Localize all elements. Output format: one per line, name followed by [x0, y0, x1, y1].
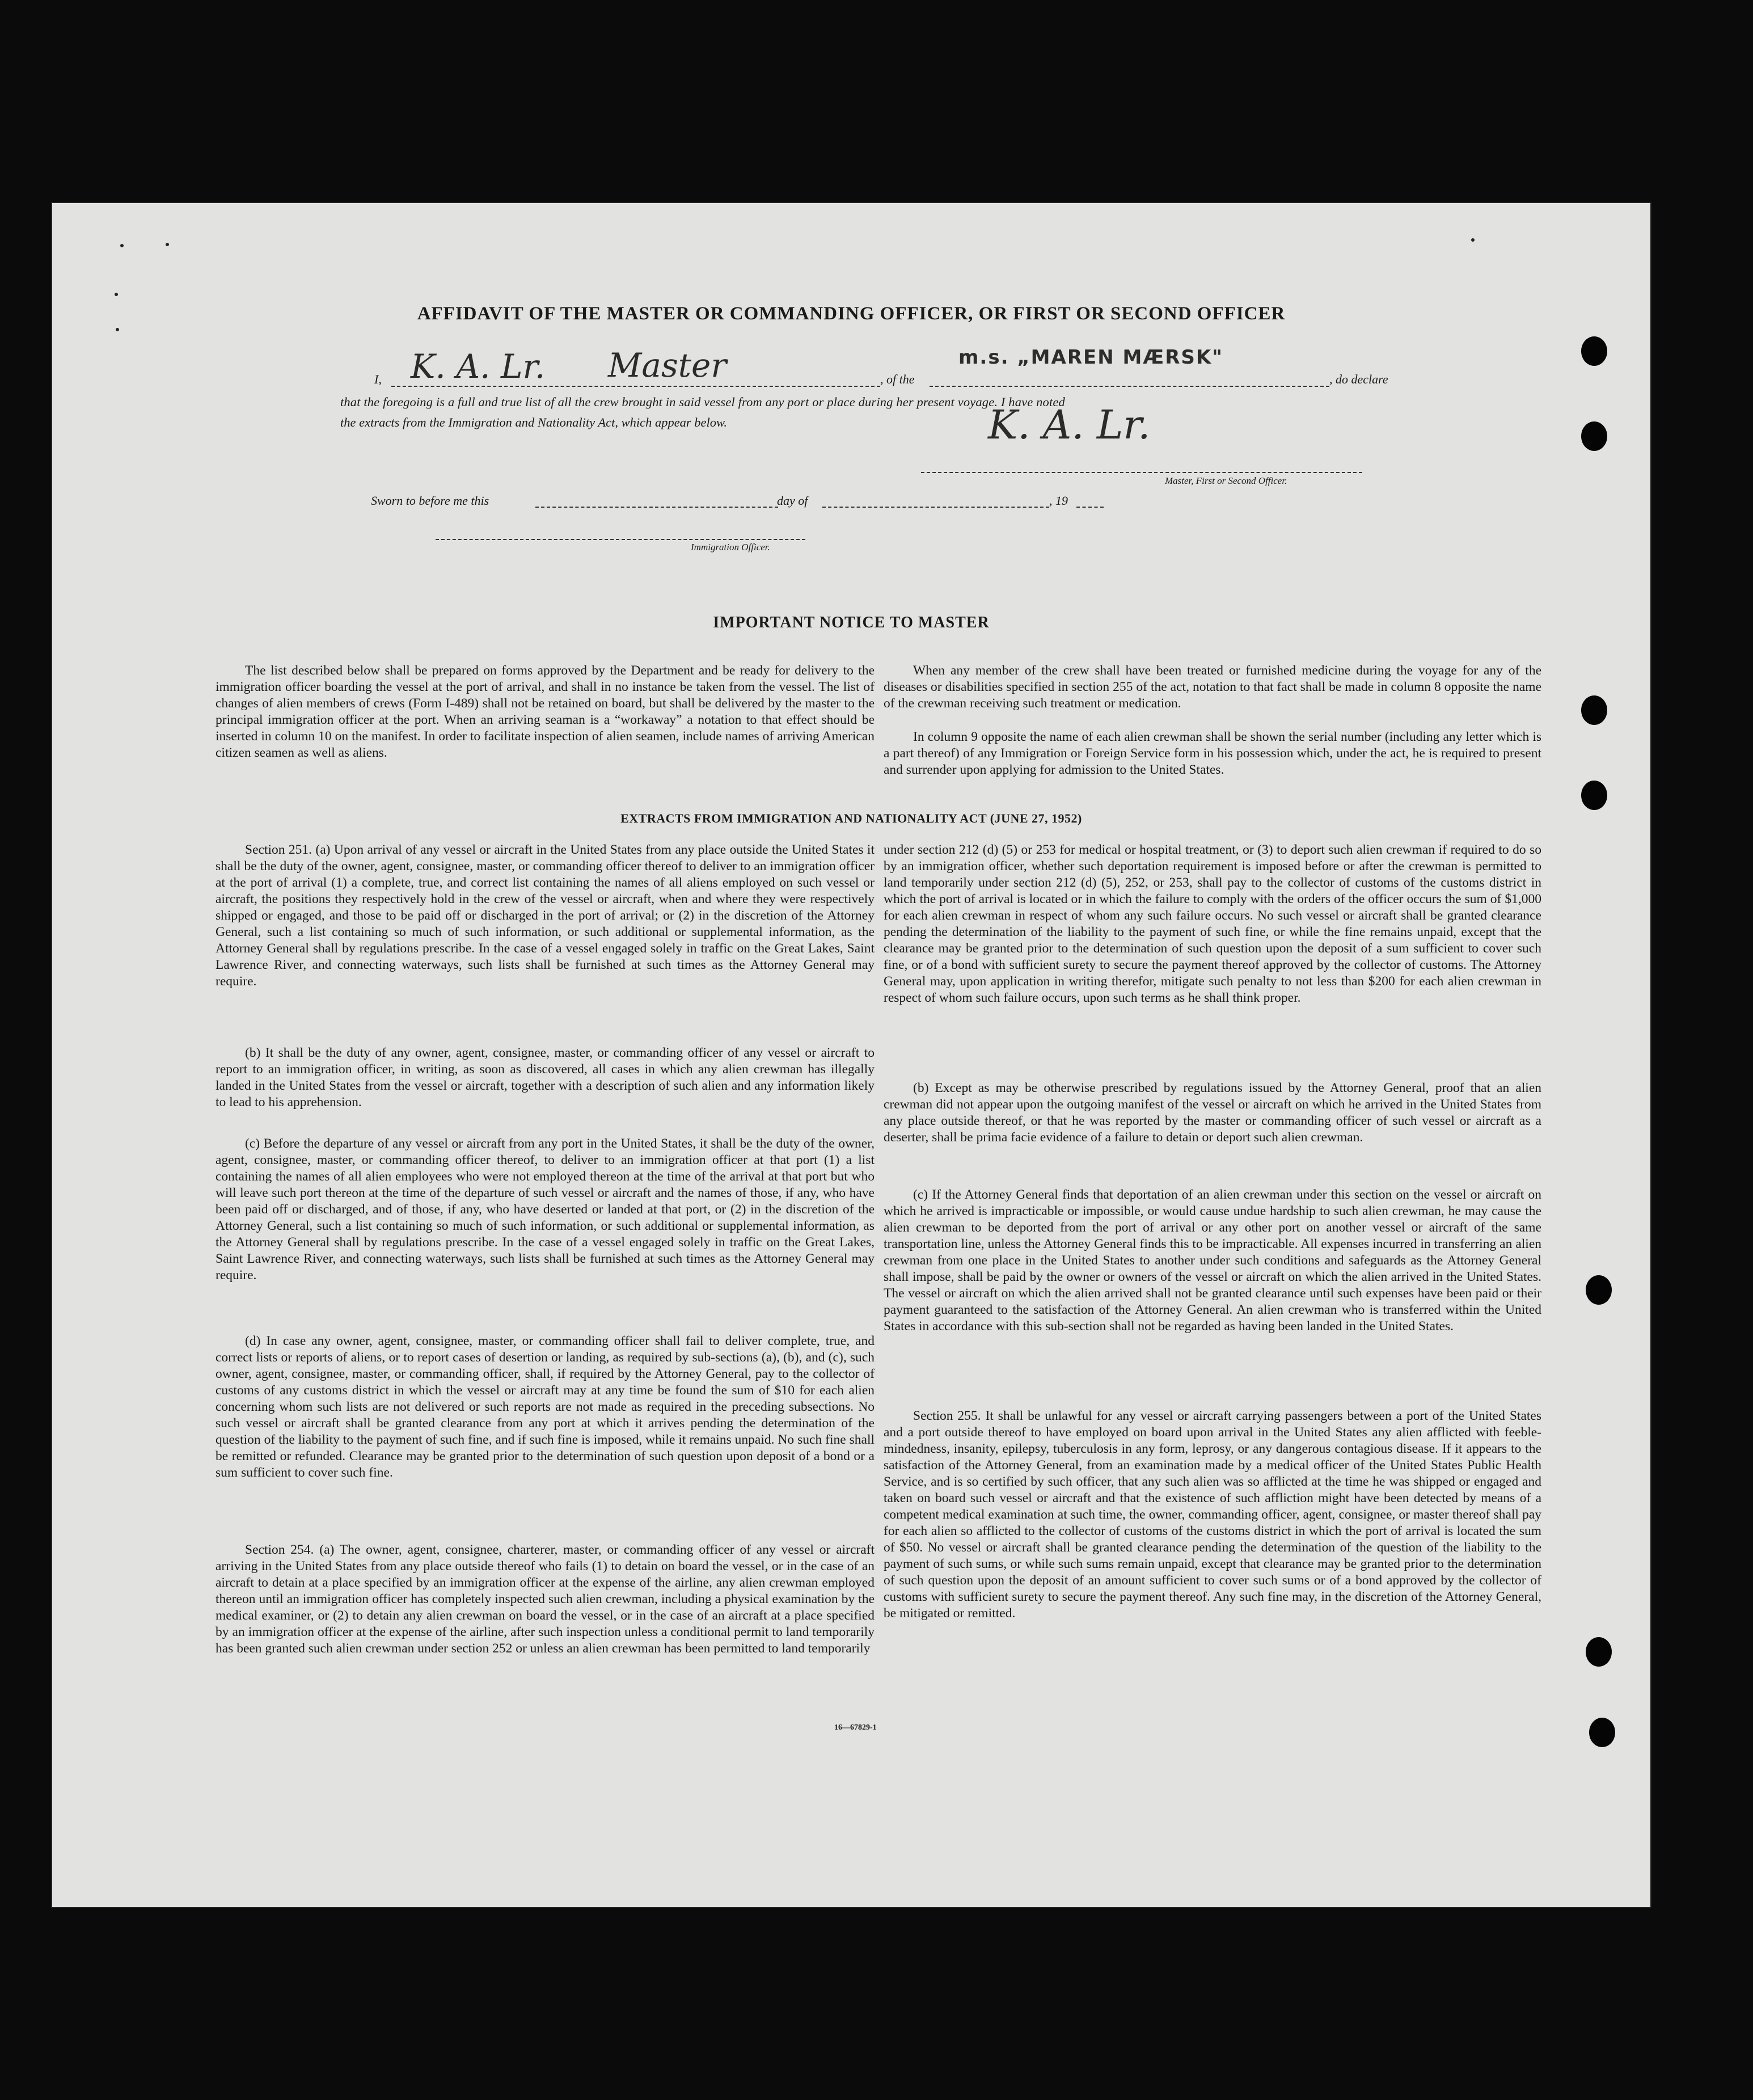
extracts-left-section-254a: Section 254. (a) The owner, agent, consignee, charterer, master, or commanding officer of any vessel or aircraft arriving in the United States from any place outside thereof who fails (1) to detain on board the vessel, or in the case of an aircraft to detain at a place specified by an immigration officer at the expense of the airline, any alien crewman employed thereon until an immigration officer has completely inspected such alien crewman, including a physical examination by the medical examiner, or (2) to detain any alien crewman on board the vessel, or in the case of an aircraft at a place specified by an immigration officer at the expense of the airline, after such inspection unless a conditional permit to land temporarily has been granted such alien crewman under section 252 or unless an alien crewman has been permitted to land temporarily: [216, 1542, 875, 1656]
form-code: 16—67829-1: [834, 1723, 877, 1732]
year-label: , 19: [1049, 494, 1068, 508]
scan-speck: [116, 328, 119, 331]
sworn-day-line: [535, 507, 778, 508]
of-the-label: , of the: [880, 372, 915, 386]
officer-line: [436, 539, 805, 540]
scan-speck: [166, 243, 169, 246]
sworn-month-line: [822, 507, 1049, 508]
extracts-right-section-254a-cont: under section 212 (d) (5) or 253 for medical or hospital treatment, or (3) to deport such alien crewman if required to do so by an immigration officer, whether such deportation requirement is imposed before or after the crewman is permitted to land temporarily under section 212 (d) (5), 252, or 253, shall pay to the collector of customs of the customs district in which the port of arrival is located or in which the failure to comply with the orders of the officer occurs the sum of $1,000 for each alien crewman in respect of whom any such failure occurs. No such vessel or aircraft shall be granted clearance pending the determination of the liability to the payment of such fine, or while the fine remains unpaid, except that the clearance may be granted prior to the determination of such question upon the deposit of a sum sufficient to cover such fine, or of a bond with sufficient surety to secure the payment thereof approved by the collector of customs. The Attorney General may, upon application in writing therefor, mitigate such penalty to not less than $200 for each alien crewman in respect of whom such failure occurs, upon such terms as he shall think proper.: [884, 842, 1541, 1005]
vessel-name-stamp: m.s. „MAREN MÆRSK": [958, 346, 1223, 369]
notice-right-paragraph-2: In column 9 opposite the name of each alien crewman shall be shown the serial number (including any letter which is a part thereof) of any Immigration or Foreign Service form in his possession which, under the act, he is required to present and surrender upon applying for admission to the United States.: [884, 729, 1541, 777]
officer-caption: Immigration Officer.: [691, 542, 770, 553]
signature-line: [921, 472, 1362, 473]
extracts-left-section-251c: (c) Before the departure of any vessel or aircraft from any port in the United States, it shall be the duty of the owner, agent, consignee, master, or commanding officer thereof, to deliver to an immigration officer at that port (1) a list containing the names of all alien employees who were not employed thereon at the time of the arrival at that port but who will leave such port thereon at the time of the departure of such vessel or aircraft and the names of those, if any, who have been paid off or discharged, and of those, if any, who have deserted or landed at that port, or (2) in the discretion of the Attorney General, such a list containing so much of such information, or such additional or supplemental information, as the Attorney General shall by regulations prescribe. In the case of a vessel engaged solely in traffic on the Great Lakes, Saint Lawrence River, and connecting waterways, such lists shall be furnished at such times as the Attorney General may require.: [216, 1136, 875, 1283]
name-line: [391, 386, 880, 387]
punch-hole: [1581, 781, 1607, 810]
scan-speck: [120, 244, 124, 247]
punch-hole: [1581, 421, 1607, 451]
notice-right-paragraph-1: When any member of the crew shall have been treated or furnished medicine during the voyage for any of the diseases or disabilities specified in section 255 of the act, notation to that fact shall be made in column 8 opposite the name of the crewman receiving such treatment or medication.: [884, 663, 1541, 711]
punch-hole: [1581, 336, 1607, 366]
extracts-right-section-255: Section 255. It shall be unlawful for any vessel or aircraft carrying passengers between a port of the United States and a port outside thereof to have employed on board upon arrival in the United States any alien afflicted with feeble-mindedness, insanity, epilepsy, tuberculosis in any form, leprosy, or any dangerous contagious disease. If it appears to the satisfaction of the Attorney General, from an examination made by a medical officer of the United States Public Health Service, and is so certified by such officer, that any such alien was so afflicted at the time he was shipped or engaged and taken on board such vessel or aircraft and that the existence of such affliction might have been detected by means of a competent medical examination at such time, the owner, commanding officer, agent, consignee, or master thereof shall pay for each alien so afflicted to the collector of customs of the customs district in which the port of arrival is located the sum of $50. No vessel or aircraft shall be granted clearance pending the determination of the question of the liability to the payment of such sums, or while such sums remain unpaid, except that clearance may be granted prior to the determination of such question upon the deposit of an amount sufficient to cover such sums or of a bond approved by the collector of customs with sufficient surety to secure the payment thereof. Any such fine may, in the discretion of the Attorney General, be mitigated or remitted.: [884, 1409, 1541, 1621]
scan-speck: [115, 293, 118, 296]
affidavit-i-label: I,: [374, 372, 382, 386]
notice-title: IMPORTANT NOTICE TO MASTER: [713, 614, 990, 631]
scan-speck: [1471, 238, 1475, 242]
punch-hole: [1589, 1718, 1615, 1747]
handwritten-name: K. A. Lr.: [411, 347, 546, 386]
do-declare-label: , do declare: [1329, 372, 1388, 386]
statement-line-2: the extracts from the Immigration and Nationality Act, which appear below.: [340, 415, 728, 429]
handwritten-role: Master: [608, 346, 727, 385]
day-of-label: day of: [777, 494, 808, 508]
punch-hole: [1581, 695, 1607, 725]
document-page: [52, 203, 1650, 1907]
extracts-left-section-251a: Section 251. (a) Upon arrival of any vessel or aircraft in the United States from any place outside the United States it shall be the duty of the owner, agent, consignee, master, or commanding officer thereof to deliver to an immigration officer at the port of arrival (1) a complete, true, and correct list containing the names of all aliens employed on such vessel or aircraft, the positions they respectively hold in the crew of the vessel or aircraft, when and where they were respectively shipped or engaged, and those to be paid off or discharged in the port of arrival; or (2) in the discretion of the Attorney General, such a list containing so much of such information, or such additional or supplemental information, as the Attorney General shall by regulations prescribe. In the case of a vessel engaged solely in traffic on the Great Lakes, Saint Lawrence River, and connecting waterways, such lists shall be furnished at such times as the Attorney General may require.: [216, 842, 875, 989]
extracts-left-section-251b: (b) It shall be the duty of any owner, agent, consignee, master, or commanding officer of any vessel or aircraft to report to an immigration officer, in writing, as soon as discovered, all cases in which any alien crewman has illegally landed in the United States from the vessel or aircraft, together with a description of such alien and any information likely to lead to his apprehension.: [216, 1045, 875, 1110]
extracts-right-section-254b: (b) Except as may be otherwise prescribed by regulations issued by the Attorney General, proof that an alien crewman did not appear upon the outgoing manifest of the vessel or aircraft on which he arrived in the United States from any place outside thereof, or that he was reported by the master or commanding officer of such vessel or aircraft as a deserter, shall be prima facie evidence of a failure to detain or deport such alien crewman.: [884, 1081, 1541, 1145]
extracts-title: EXTRACTS FROM IMMIGRATION AND NATIONALITY ACT (JUNE 27, 1952): [620, 811, 1082, 825]
notice-left-paragraph: The list described below shall be prepared on forms approved by the Department and be ready for delivery to the immigration officer boarding the vessel at the port of arrival, and shall in no instance be taken from the vessel. The list of changes of alien members of crews (Form I-489) shall not be retained on board, but shall be delivered by the master to the principal immigration officer at the port. When an arriving seaman is a “workaway” a notation to that effect should be inserted in column 10 on the manifest. In order to facilitate inspection of alien seamen, include names of arriving American citizen seamen as well as aliens.: [216, 663, 875, 760]
extracts-left-section-251d: (d) In case any owner, agent, consignee, master, or commanding officer shall fail to deliver complete, true, and correct lists or reports of aliens, or to report cases of desertion or landing, as required by sub-sections (a), (b), and (c), such owner, agent, consignee, master, or commanding officer, shall, if required by the Attorney General, pay to the collector of customs of any customs district in which the vessel or aircraft may at any time be found the sum of $10 for each alien concerning whom such lists are not delivered or such reports are not made as required in the preceding subsections. No such vessel or aircraft shall be granted clearance from any port at which it arrives pending the determination of the question of the liability to the payment of such fine, and if such fine is imposed, while it remains unpaid. No such fine shall be remitted or refunded. Clearance may be granted prior to the determination of such question upon deposit of a bond or a sum sufficient to cover such fine.: [216, 1334, 875, 1480]
extracts-right-section-254c: (c) If the Attorney General finds that deportation of an alien crewman under this section on the vessel or aircraft on which he arrived is impracticable or impossible, or would cause undue hardship to such alien crewman, he may cause the alien crewman to be deported from the port of arrival or any other port on another vessel or aircraft of the same transportation line, unless the Attorney General finds this to be impracticable. All expenses incurred in transferring an alien crewman from one place in the United States to another under such conditions and safeguards as the Attorney General shall impose, shall be paid by the owner or owners of the vessel or aircraft on which the alien arrived in the United States. The vessel or aircraft on which the alien arrived shall not be granted clearance until such expenses have been paid or their payment guaranteed to the satisfaction of the Attorney General. An alien crewman who is transferred within the United States in accordance with this sub-section shall not be regarded as having been landed in the United States.: [884, 1187, 1541, 1334]
sworn-label: Sworn to before me this: [371, 494, 489, 508]
affidavit-title: AFFIDAVIT OF THE MASTER OR COMMANDING OFFICER, OR FIRST OR SECOND OFFICER: [417, 303, 1286, 324]
punch-hole: [1586, 1637, 1612, 1667]
vessel-line: [930, 386, 1329, 387]
sworn-year-line: [1076, 507, 1104, 508]
master-caption: Master, First or Second Officer.: [1165, 475, 1287, 486]
punch-hole: [1586, 1275, 1612, 1305]
master-signature: K. A. Lr.: [988, 402, 1151, 448]
statement-line-1: that the foregoing is a full and true list of all the crew brought in said vessel from any port or place during her present voyage. I have noted: [340, 395, 1065, 409]
